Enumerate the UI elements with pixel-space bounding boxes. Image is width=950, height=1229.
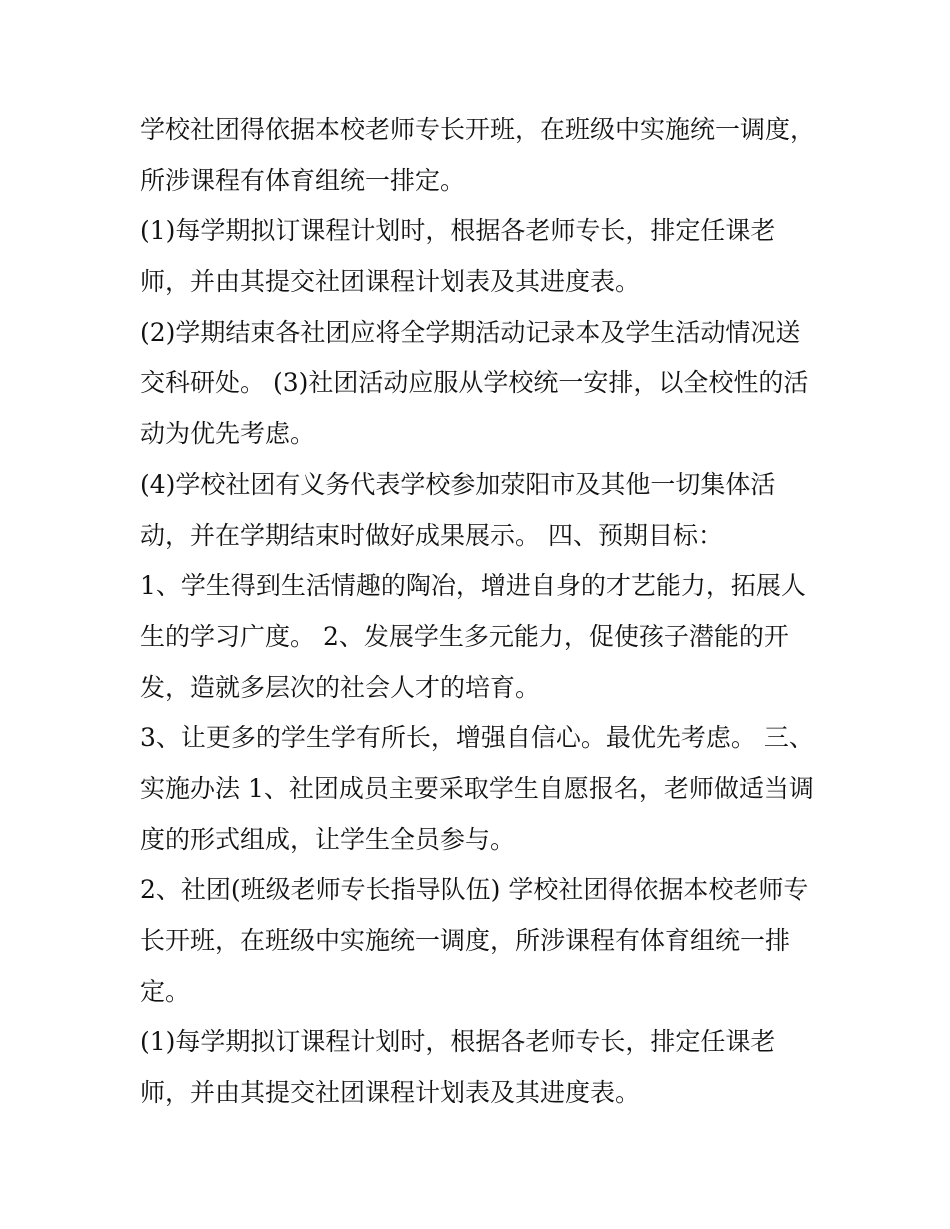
text-line-7: 动为优先考虑。	[140, 419, 316, 449]
text-line-16: 2、社团(班级老师专长指导队伍) 学校社团得依据本校老师专	[140, 875, 809, 905]
text-line-5: (2)学期结束各社团应将全学期活动记录本及学生活动情况送	[140, 317, 801, 347]
text-line-10: 1、学生得到生活情趣的陶冶，增进自身的才艺能力，拓展人	[140, 571, 806, 601]
text-line-15: 度的形式组成，让学生全员参与。	[140, 824, 516, 854]
text-line-14: 实施办法 1、社团成员主要采取学生自愿报名，老师做适当调	[140, 773, 814, 803]
text-line-17: 长开班，在班级中实施统一调度，所涉课程有体育组统一排	[140, 926, 791, 955]
text-line-3: (1)每学期拟订课程计划时，根据各老师专长，排定任课老	[140, 216, 776, 246]
text-line-4: 师，并由其提交社团课程计划表及其进度表。	[140, 267, 641, 297]
text-line-8: (4)学校社团有义务代表学校参加荥阳市及其他一切集体活	[140, 469, 776, 499]
text-line-13: 3、让更多的学生学有所长，增强自信心。最优先考虑。 三、	[140, 723, 814, 753]
text-line-11: 生的学习广度。 2、发展学生多元能力，促使孩子潜能的开	[140, 621, 789, 651]
text-line-20: 师，并由其提交社团课程计划表及其进度表。	[140, 1078, 641, 1108]
text-line-12: 发，造就多层次的社会人才的培育。	[140, 672, 541, 702]
document-body	[140, 105, 820, 1119]
text-line-1: 学校社团得依据本校老师专长开班，在班级中实施统一调度，	[140, 115, 816, 144]
text-line-9: 动，并在学期结束时做好成果展示。 四、预期目标：	[140, 520, 723, 550]
text-line-19: (1)每学期拟订课程计划时，根据各老师专长，排定任课老	[140, 1027, 776, 1057]
text-line-6: 交科研处。 (3)社团活动应服从学校统一安排，以全校性的活	[140, 368, 809, 398]
text-line-2: 所涉课程有体育组统一排定。	[140, 165, 466, 195]
text-line-18: 定。	[140, 976, 191, 1006]
